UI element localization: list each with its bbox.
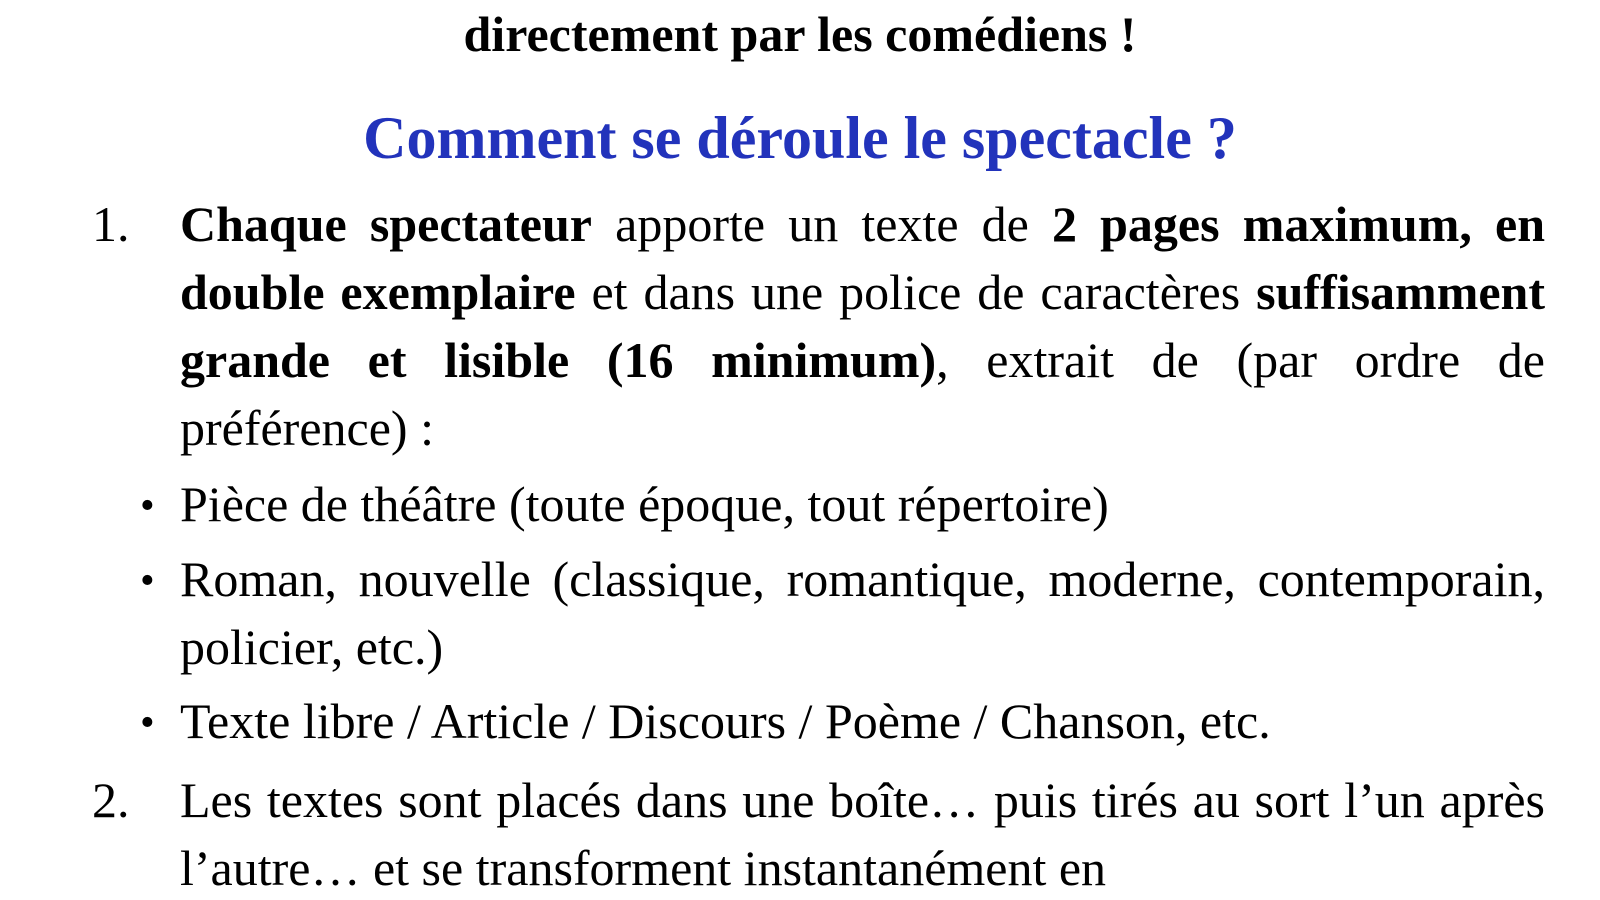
step-bold-text: suffisamment grande et lisible (16 minimum): [180, 264, 1545, 388]
list-item: Texte libre / Article / Discours / Poème / Chanson, etc.: [180, 693, 1271, 749]
step-text: [180, 190, 1545, 462]
intro-text-cut-line: [260, 0, 1340, 4]
step-bold-text: Chaque spectateur: [180, 196, 593, 252]
intro-text: [0, 0, 1600, 70]
intro-text-line: directement par les comédiens !: [463, 6, 1137, 62]
step-text: Les textes sont placés dans une boîte… puis tirés au sort l’un après l’autre… et se transforment instantanément en: [180, 772, 1545, 896]
step-plain-text: apporte un texte de: [592, 196, 1052, 252]
section-heading: Comment se déroule le spectacle ?: [363, 105, 1237, 171]
step-number: 2.: [92, 772, 130, 828]
bullet-icon: •: [140, 558, 155, 604]
list-item: Pièce de théâtre (toute époque, tout répertoire): [180, 476, 1109, 532]
step-number: 1.: [92, 196, 130, 252]
step-plain-text: , extrait de (par ordre de préférence) :: [180, 332, 1545, 456]
list-item: Roman, nouvelle (classique, romantique, moderne, contemporain, policier, etc.): [180, 551, 1545, 675]
bullet-icon: •: [140, 700, 155, 746]
bullet-icon: •: [140, 483, 155, 529]
step-bold-text: 2 pages maximum, en double exemplaire: [180, 196, 1545, 320]
step-plain-text: et dans une police de caractères: [575, 264, 1257, 320]
